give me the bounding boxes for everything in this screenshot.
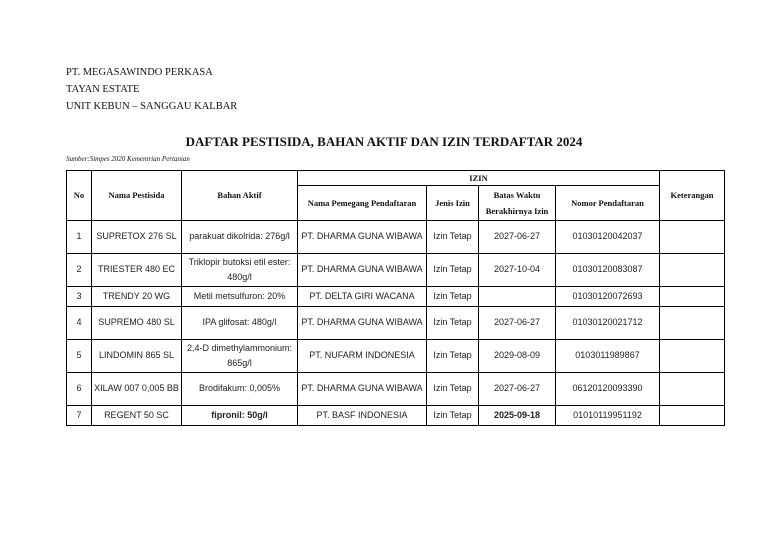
cell-nomor: 06120120093390 bbox=[556, 373, 660, 406]
cell-nomor: 0103011989867 bbox=[556, 340, 660, 373]
header-jenis-izin: Jenis Izin bbox=[427, 186, 479, 221]
cell-keterangan bbox=[660, 406, 725, 426]
cell-pemegang: PT. DHARMA GUNA WIBAWA bbox=[298, 254, 427, 287]
table-row bbox=[67, 373, 725, 406]
company-name: PT. MEGASAWINDO PERKASA bbox=[66, 67, 213, 78]
header-nama-pestisida: Nama Pestisida bbox=[92, 171, 182, 221]
cell-bahan: Triklopir butoksi etil ester: 480g/l bbox=[182, 254, 298, 287]
cell-batas: 2027-10-04 bbox=[479, 254, 556, 287]
cell-bahan: parakuat dikolrida: 276g/l bbox=[182, 221, 298, 254]
unit-name: UNIT KEBUN – SANGGAU KALBAR bbox=[66, 101, 238, 112]
cell-pemegang: PT. DHARMA GUNA WIBAWA bbox=[298, 221, 427, 254]
cell-no: 5 bbox=[67, 340, 92, 373]
company-header bbox=[66, 64, 237, 115]
cell-bahan: Metil metsulfuron: 20% bbox=[182, 287, 298, 307]
estate-name: TAYAN ESTATE bbox=[66, 84, 140, 95]
cell-batas: 2027-06-27 bbox=[479, 373, 556, 406]
cell-keterangan bbox=[660, 221, 725, 254]
cell-pemegang: PT. DHARMA GUNA WIBAWA bbox=[298, 373, 427, 406]
cell-nama: LINDOMIN 865 SL bbox=[92, 340, 182, 373]
cell-nomor: 01030120021712 bbox=[556, 307, 660, 340]
cell-nomor: 01030120072693 bbox=[556, 287, 660, 307]
cell-nomor: 01010119951192 bbox=[556, 406, 660, 426]
cell-no: 1 bbox=[67, 221, 92, 254]
header-bahan-aktif: Bahan Aktif bbox=[182, 171, 298, 221]
cell-keterangan bbox=[660, 340, 725, 373]
cell-bahan: fipronil: 50g/l bbox=[182, 406, 298, 426]
cell-jenis: Izin Tetap bbox=[427, 254, 479, 287]
cell-jenis: Izin Tetap bbox=[427, 406, 479, 426]
cell-jenis: Izin Tetap bbox=[427, 307, 479, 340]
cell-nama: XILAW 007 0,005 BB bbox=[92, 373, 182, 406]
cell-jenis: Izin Tetap bbox=[427, 287, 479, 307]
cell-nama: SUPRETOX 276 SL bbox=[92, 221, 182, 254]
table-row bbox=[67, 221, 725, 254]
cell-batas: 2027-06-27 bbox=[479, 307, 556, 340]
header-pemegang: Nama Pemegang Pendaftaran bbox=[298, 186, 427, 221]
header-izin-group: IZIN bbox=[298, 171, 660, 186]
table-row bbox=[67, 340, 725, 373]
header-no: No bbox=[67, 171, 92, 221]
cell-keterangan bbox=[660, 254, 725, 287]
cell-nama: SUPREMO 480 SL bbox=[92, 307, 182, 340]
cell-nama: TRENDY 20 WG bbox=[92, 287, 182, 307]
cell-nama: TRIESTER 480 EC bbox=[92, 254, 182, 287]
table-row bbox=[67, 254, 725, 287]
cell-no: 7 bbox=[67, 406, 92, 426]
cell-nomor: 01030120042037 bbox=[556, 221, 660, 254]
cell-no: 4 bbox=[67, 307, 92, 340]
cell-nama: REGENT 50 SC bbox=[92, 406, 182, 426]
cell-jenis: Izin Tetap bbox=[427, 340, 479, 373]
cell-batas bbox=[479, 287, 556, 307]
cell-pemegang: PT. NUFARM INDONESIA bbox=[298, 340, 427, 373]
cell-jenis: Izin Tetap bbox=[427, 373, 479, 406]
document-title: DAFTAR PESTISIDA, BAHAN AKTIF DAN IZIN TERDAFTAR 2024 bbox=[185, 134, 583, 149]
cell-pemegang: PT. BASF INDONESIA bbox=[298, 406, 427, 426]
cell-keterangan bbox=[660, 373, 725, 406]
cell-batas: 2027-06-27 bbox=[479, 221, 556, 254]
cell-no: 6 bbox=[67, 373, 92, 406]
source-note: Sumber:Simpes 2020 Kementrian Pertanian bbox=[66, 155, 190, 163]
cell-keterangan bbox=[660, 307, 725, 340]
header-nomor: Nomor Pendaftaran bbox=[556, 186, 660, 221]
table-row bbox=[67, 406, 725, 426]
cell-batas: 2025-09-18 bbox=[479, 406, 556, 426]
cell-pemegang: PT. DHARMA GUNA WIBAWA bbox=[298, 307, 427, 340]
cell-nomor: 01030120083087 bbox=[556, 254, 660, 287]
cell-bahan: Brodifakum: 0,005% bbox=[182, 373, 298, 406]
table-row bbox=[67, 287, 725, 307]
cell-keterangan bbox=[660, 287, 725, 307]
table-row bbox=[67, 307, 725, 340]
cell-jenis: Izin Tetap bbox=[427, 221, 479, 254]
header-batas-waktu: Batas Waktu Berakhirnya Izin bbox=[479, 186, 556, 221]
cell-pemegang: PT. DELTA GIRI WACANA bbox=[298, 287, 427, 307]
cell-bahan: 2,4-D dimethylammonium: 865g/l bbox=[182, 340, 298, 373]
cell-bahan: IPA glifosat: 480g/l bbox=[182, 307, 298, 340]
cell-batas: 2029-08-09 bbox=[479, 340, 556, 373]
cell-no: 2 bbox=[67, 254, 92, 287]
cell-no: 3 bbox=[67, 287, 92, 307]
header-keterangan: Keterangan bbox=[660, 171, 725, 221]
pesticide-table bbox=[66, 170, 725, 426]
